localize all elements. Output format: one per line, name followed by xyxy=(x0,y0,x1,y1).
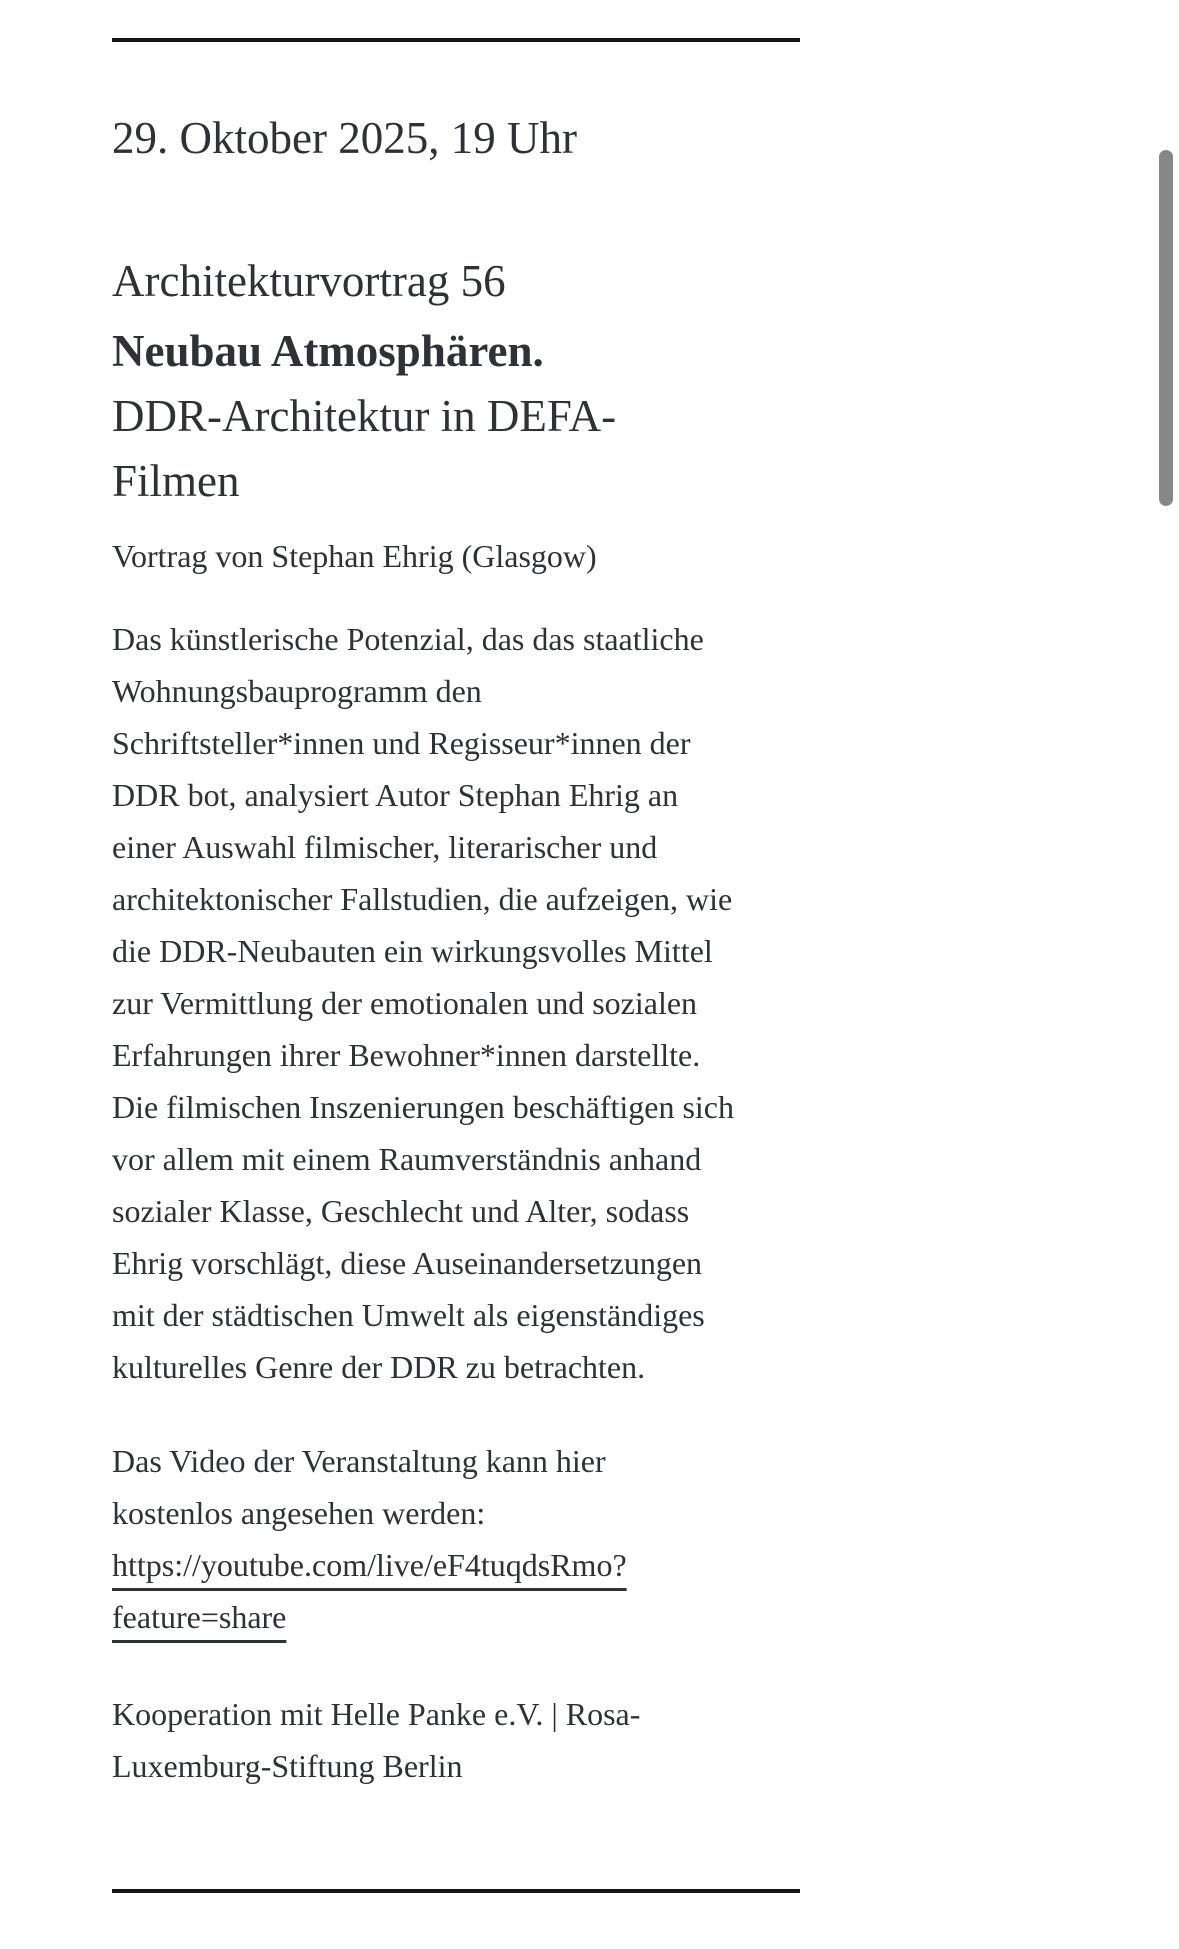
description-line: Wohnungsbauprogramm den xyxy=(112,673,482,709)
video-note-line: kostenlos angesehen werden: xyxy=(112,1495,486,1531)
description-line: einer Auswahl filmischer, literarischer und xyxy=(112,829,658,865)
bottom-divider xyxy=(112,1889,800,1893)
description-line: architektonischer Fallstudien, die aufzeigen, wie xyxy=(112,881,733,917)
top-divider xyxy=(112,38,800,42)
description-line: Ehrig vorschlägt, diese Auseinandersetzungen xyxy=(112,1245,703,1281)
speaker-line: Vortrag von Stephan Ehrig (Glasgow) xyxy=(112,538,597,574)
description-paragraph xyxy=(112,613,800,1393)
description-line: sozialer Klasse, Geschlecht und Alter, sodass xyxy=(112,1193,690,1229)
description-line: mit der städtischen Umwelt als eigenständiges xyxy=(112,1297,705,1333)
title-line: Filmen xyxy=(112,456,240,506)
event-article xyxy=(112,38,800,1893)
video-note-line: Das Video der Veranstaltung kann hier xyxy=(112,1443,606,1479)
video-paragraph xyxy=(112,1435,800,1643)
description-line: vor allem mit einem Raumverständnis anhand xyxy=(112,1141,702,1177)
cooperation-line: Luxemburg-Stiftung Berlin xyxy=(112,1748,463,1784)
event-title xyxy=(112,319,800,514)
scrollbar-thumb[interactable] xyxy=(1159,150,1173,506)
description-line: die DDR-Neubauten ein wirkungsvolles Mittel xyxy=(112,933,713,969)
description-line: kulturelles Genre der DDR zu betrachten. xyxy=(112,1349,646,1385)
cooperation-paragraph xyxy=(112,1688,800,1792)
video-link-line[interactable]: https://youtube.com/live/eF4tuqdsRmo? xyxy=(112,1547,627,1583)
video-link[interactable] xyxy=(112,1539,800,1643)
description-line: zur Vermittlung der emotionalen und sozialen xyxy=(112,985,698,1021)
description-line: Schriftsteller*innen und Regisseur*innen der xyxy=(112,725,691,761)
event-date: 29. Oktober 2025, 19 Uhr xyxy=(112,113,577,163)
description-line: DDR bot, analysiert Autor Stephan Ehrig an xyxy=(112,777,679,813)
cooperation-line: Kooperation mit Helle Panke e.V. | Rosa- xyxy=(112,1696,641,1732)
title-line: DDR-Architektur in DEFA- xyxy=(112,391,617,441)
description-line: Die filmischen Inszenierungen beschäftigen sich xyxy=(112,1089,734,1125)
description-line: Das künstlerische Potenzial, das das staatliche xyxy=(112,621,704,657)
video-link-line[interactable]: feature=share xyxy=(112,1599,287,1635)
description-line: Erfahrungen ihrer Bewohner*innen darstellte. xyxy=(112,1037,701,1073)
series-title: Architekturvortrag 56 xyxy=(112,256,506,306)
title-emphasis: Neubau Atmosphären. xyxy=(112,326,544,376)
